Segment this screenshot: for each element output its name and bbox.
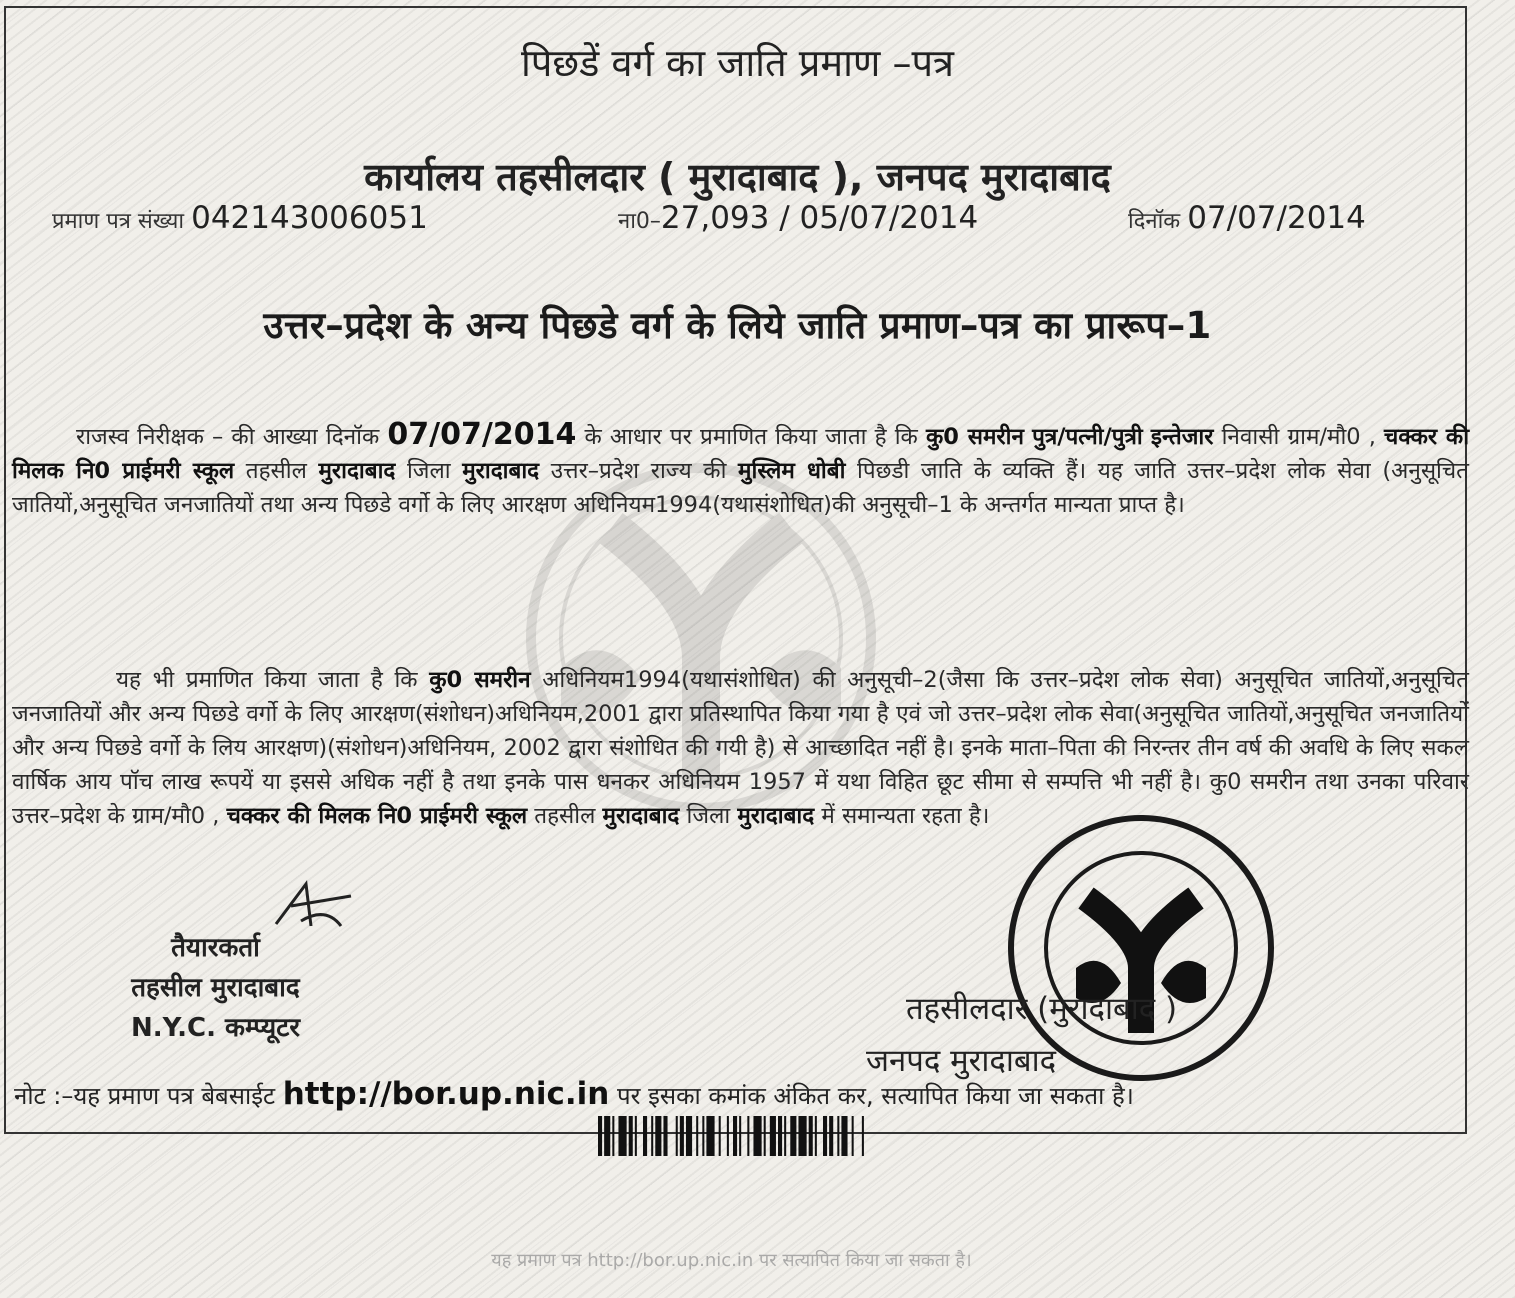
date-row [1128, 200, 1366, 236]
barcode-bar [719, 1116, 721, 1156]
barcode-bar [770, 1116, 776, 1156]
barcode-bar [702, 1116, 704, 1156]
barcode-bar [604, 1116, 610, 1156]
barcode-bar [651, 1116, 653, 1156]
barcode-bar [629, 1116, 633, 1156]
naa-label: ना0– [618, 209, 661, 234]
form-heading: उत्तर–प्रदेश के अन्य पिछडे वर्ग के लिये जाति प्रमाण–पत्र का प्रारूप–1 [263, 304, 1212, 347]
barcode-bar [655, 1116, 661, 1156]
barcode-bar [852, 1116, 854, 1156]
barcode-bar [809, 1116, 813, 1156]
cert-number-row [52, 200, 428, 236]
barcode-bar [829, 1116, 833, 1156]
para2-tehsil-name: मुरादाबाद [602, 803, 680, 829]
para2-text-5: में समान्यता रहता है। [814, 803, 990, 829]
para2-text-1: यह भी प्रमाणित किया जाता है कि [116, 667, 430, 693]
certificate-title: पिछडें वर्ग का जाति प्रमाण –पत्र [520, 41, 955, 85]
barcode-bar [798, 1116, 806, 1156]
barcode-bar [862, 1116, 864, 1156]
para2-village-name: चक्कर की मिलक नि0 प्राईमरी स्कूल [226, 803, 528, 829]
barcode-bar [815, 1116, 817, 1156]
district-name: मुरादाबाद [462, 458, 540, 484]
para2-text-4: जिला [679, 803, 738, 829]
prepared-by-office: तहसील मुरादाबाद [131, 973, 300, 1003]
naa-value: 27,093 / 05/07/2014 [660, 200, 979, 236]
barcode-bar [635, 1116, 637, 1156]
para1-text-5: तहसील [234, 458, 319, 484]
para2-holder-name: कु0 समरीन [429, 667, 531, 693]
verification-note [14, 1076, 1134, 1112]
barcode-bar [680, 1116, 684, 1156]
date-label: दिनॉक [1128, 209, 1181, 234]
naa-row [618, 200, 978, 236]
para1-text-2: के आधार पर प्रमाणित किया जाता है कि [576, 424, 926, 450]
barcode-bar [686, 1116, 692, 1156]
note-text-2: पर इसका कमांक अंकित कर, सत्यापित किया जा सकता है। [609, 1082, 1134, 1110]
barcode-bar [753, 1116, 761, 1156]
para1-text-8: पिछडी जाति के व्यक्ति हैं। यह जाति उत्तर–प्रदेश लोक सेवा (अनुसूचित जातियों,अनुसूचित जनजातियों तथा अन्य पिछडे वर्गो के लिए आरक्षण अधिनियम1994(यथासंशोधित)की अनुसूची–1 के अन्तर्गत मान्यता प्राप्त है। [12, 458, 1469, 518]
barcode-bar [747, 1116, 749, 1156]
inspector-report-date: 07/07/2014 [387, 417, 577, 452]
relation-label: पुत्र/पत्नी/पुत्री [1032, 424, 1143, 450]
barcode-bar [837, 1116, 839, 1156]
barcode-bar [727, 1116, 729, 1156]
prepared-by-block [131, 928, 300, 1048]
caste-name: मुस्लिम धोबी [738, 458, 846, 484]
father-name: इन्तेजार [1150, 424, 1214, 450]
barcode-bar [739, 1116, 741, 1156]
cert-number: 042143006051 [191, 200, 428, 236]
prepared-by-label: तैयारकर्ता [171, 933, 260, 963]
issue-date: 07/07/2014 [1187, 200, 1366, 236]
para1-text-4: निवासी ग्राम/मौ0 , [1213, 424, 1385, 450]
para1-text-3 [1143, 424, 1151, 450]
barcode-bar [764, 1116, 766, 1156]
barcode-bar [696, 1116, 698, 1156]
authority-district: जनपद मुरादाबाद [866, 1043, 1057, 1079]
cert-number-label: प्रमाण पत्र संख्या [52, 209, 185, 234]
barcode-bar [676, 1116, 678, 1156]
village-name: चक्कर की मिलक नि0 प्राईमरी स्कूल [12, 424, 1470, 484]
footer-verification-text: यह प्रमाण पत्र http://bor.up.nic.in पर सत्यापित किया जा सकता है। [491, 1250, 972, 1271]
para2-district-name: मुरादाबाद [737, 803, 815, 829]
para1-text-7: उत्तर–प्रदेश राज्य की [539, 458, 739, 484]
para2-text-2: अधिनियम1994(यथासंशोधित) की अनुसूची–2(जैसा कि उत्तर–प्रदेश लोक सेवा) अनुसूचित जातियों,अनुसूचित जनजातियों और अन्य पिछडे वर्गो के लिए आरक्षण(संशोधन)अधिनियम,2001 द्वारा प्रतिस्थापित किया गया है एवं जो उत्तर–प्रदेश लोक सेवा(अनुसूचित जातियों,अनुसूचित जनजातियों और अन्य पिछडे वर्गो के लिय आरक्षण)(संशोधन)अधिनियम, 2002 द्वारा संशोधित की गयी है) से आच्छादित नहीं है। इनके माता–पिता की निरन्तर तीन वर्ष की अवधि के लिए सकल वार्षिक आय पॉच लाख रूपयें या इससे अधिक नहीं है तथा इनके पास धनकर अधिनियम 1957 में यथा विहित छूट सीमा से सम्पत्ति भी नहीं है। कु0 समरीन तथा उनका परिवार उत्तर–प्रदेश के ग्राम/मौ0 , [12, 667, 1469, 829]
barcode-bar [612, 1116, 614, 1156]
barcode-bar [733, 1116, 737, 1156]
barcode-bar [598, 1116, 602, 1156]
barcode-bar [841, 1116, 847, 1156]
para1-text-6: जिला [395, 458, 463, 484]
verification-url[interactable]: http://bor.up.nic.in [282, 1076, 610, 1112]
barcode [598, 1116, 868, 1156]
holder-name: कु0 समरीन [925, 424, 1024, 450]
barcode-bar [618, 1116, 626, 1156]
certificate-frame [4, 6, 1470, 1134]
authority-designation: तहसीलदार (मुरादाबाद ) [906, 991, 1178, 1027]
para2-text-3: तहसील [527, 803, 603, 829]
barcode-bar [784, 1116, 786, 1156]
para1-text-1: राजस्व निरीक्षक – की आख्या दिनॉक [76, 424, 388, 450]
certification-paragraph-1 [12, 418, 1469, 522]
barcode-bar [663, 1116, 667, 1156]
barcode-bar [643, 1116, 647, 1156]
authority-block [866, 983, 1177, 1087]
prepared-by-operator: N.Y.C. कम्प्यूटर [131, 1013, 300, 1043]
barcode-bar [778, 1116, 782, 1156]
barcode-bar [823, 1116, 827, 1156]
note-text-1: नोट :–यह प्रमाण पत्र बेबसाईट [14, 1082, 283, 1110]
tehsil-name: मुरादाबाद [318, 458, 396, 484]
issuing-office: कार्यालय तहसीलदार ( मुरादाबाद ), जनपद मुरादाबाद [364, 155, 1111, 199]
barcode-bar [790, 1116, 796, 1156]
barcode-bar [706, 1116, 714, 1156]
initial-mark [271, 876, 361, 936]
